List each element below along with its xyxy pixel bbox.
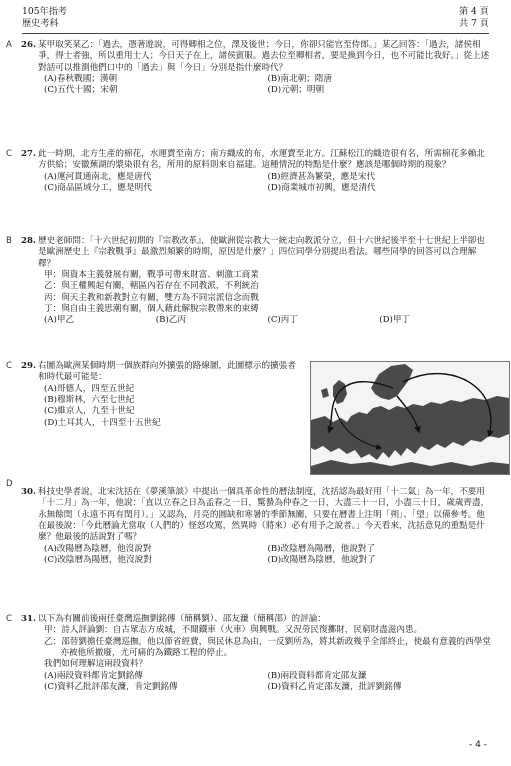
question-prompt: 我們如何理解這兩段資料？	[44, 659, 148, 670]
option-a: (A)兩段資料都肯定劉銘傳	[44, 670, 143, 681]
source-list	[44, 625, 491, 659]
question-stem: 此一時期，北方生產的棉花，水運賣至南方；南方織成的布，水運賣至北方。江蘇松江的織造很有名，所需棉花多賴北方供給；安徽蕪湖的漿染很有名，所用的原料則來自福建。這種情況的特點是什麼？應該是哪個時期的現象？	[38, 149, 485, 171]
option-b: (B)南北朝；隋唐	[267, 74, 333, 85]
header-divider	[22, 33, 489, 34]
question-stem: 某甲取笑某乙：「過去，憑著遊說，可得卿相之位，澤及後世；今日，你卻只能官至侍郎。」某乙回答：「過去，諸侯相爭，得士者強，所以重用士人；今日天子在上，諸侯賓服。過去位至卿相者，要是換到今日，也不可能比我好。」從上述對話可以推測他們口中的「過去」與「今日」分別是指什麼時代？	[38, 40, 490, 73]
europe-expansion-map	[310, 361, 510, 475]
option-a: (A)春秋戰國；漢朝	[44, 74, 118, 85]
question-stem: 歷史老師問：「十六世紀初期的『宗教改革』，使歐洲從宗教大一統走向教派分立，但十六世紀後半至十七世紀上半卻也是歐洲歷史上『宗教戰爭』最激烈頻繁的時期，原因是什麼？」四位同學分別提出看法。哪些同學的回答可以合理解釋？	[38, 236, 485, 269]
land-mass-scandinavia	[371, 364, 413, 400]
option-b: (B)改陰曆為陽曆，他說對了	[267, 543, 376, 554]
answer-mark: C	[6, 361, 13, 371]
answer-mark: A	[6, 40, 12, 50]
options	[44, 671, 491, 694]
statement-ding: 丁：與自由主義思潮有關，個人藉此解脫宗教帶來的束縛	[44, 304, 259, 315]
question-number: 29.	[21, 361, 36, 371]
land-mass-europe	[311, 396, 509, 460]
question-number: 27.	[21, 149, 36, 159]
question-number: 31.	[21, 614, 36, 624]
question-stem: 以下為有關前後兩任臺灣巡撫劉銘傳（簡稱劉）、邵友濂（簡稱邵）的評論：	[38, 614, 326, 624]
land-mass-ireland	[321, 388, 329, 398]
subject-name: 歷史考科	[22, 17, 59, 29]
question-number: 28.	[21, 236, 36, 246]
page-total: 共 7 頁	[458, 17, 489, 29]
option-c: (C)資料乙批評邵友濂，肯定劉銘傳	[44, 682, 178, 693]
option-d: (D)土耳其人，十四至十五世紀	[44, 417, 161, 428]
option-c: (C)丙丁	[267, 315, 298, 326]
option-c: (C)商品區域分工，應是明代	[44, 183, 152, 194]
options	[44, 544, 491, 567]
option-a: (A)甲乙	[44, 315, 75, 326]
header-left	[22, 6, 67, 30]
question-stem: 科技史學者說，北宋沈括在《夢溪筆談》中提出一個具革命性的曆法制度，沈括認為最好用「十二氣」為一年，不要用「十二月」為一年，他說：「直以立春之日為孟春之一日，驚蟄為仲春之一日，大盡三十一日，小盡三十日，歲歲齊盡，永無餘閏（永遠不再有閏月）。」又認為，月亮的圓缺和寒暑的季節無關，只要在曆書上注明「朔」、「望」以備參考。他在最後說：「今此曆論尤當取（人們的）怪怒攻罵，然異時（將來）必有用予之說者。」今天看來，沈括意見的重點是什麼？他最後的話說對了嗎？	[38, 487, 490, 543]
page-number: 第 4 頁	[458, 6, 489, 17]
option-c: (C)五代十國；宋朝	[44, 85, 118, 96]
option-b: (B)經濟甚為繁榮，應是宋代	[267, 171, 376, 182]
option-d: (D)資料乙肯定邵友濂，批評劉銘傳	[267, 682, 402, 693]
question-31	[6, 614, 491, 693]
option-d: (D)元朝；明朝	[267, 85, 325, 96]
options	[44, 315, 491, 326]
statement-jia: 甲：與資本主義發展有關，戰爭可帶來財富、刺激工商業	[44, 270, 259, 281]
exam-year: 105年指考	[22, 6, 68, 17]
statement-yi: 乙：與王權興起有關，轄區內若存在不同教派，不利統治	[44, 281, 259, 292]
source-yi: 乙：邵替劉擔任臺灣巡撫，他以節省經費，與民休息為由，一反劉所為，將其新政幾乎全部終止，使最有意義的西學堂亦被他所撤廢，尤可痛的為鐵路工程的停止。	[44, 636, 491, 659]
answer-mark: C	[6, 149, 13, 159]
option-b: (B)兩段資料都肯定邵友濂	[267, 670, 367, 681]
question-26	[6, 40, 491, 97]
option-b: (B)穆斯林，六至七世紀	[44, 395, 135, 406]
question-28	[6, 236, 491, 327]
question-27	[6, 149, 491, 194]
option-a: (A)改陽曆為陰曆，他沒說對	[44, 543, 152, 554]
page-footer: - 4 -	[469, 740, 487, 751]
question-number: 30.	[21, 487, 36, 497]
answer-mark: D	[6, 479, 13, 489]
options	[44, 172, 491, 195]
option-b: (B)乙丙	[155, 315, 186, 326]
question-stem: 右圖為歐洲某個時期一個族群向外擴張的路線圖，此圖標示的擴張者和時代最可能是：	[38, 361, 296, 383]
option-a: (A)運河貫通南北，應是唐代	[44, 171, 152, 182]
question-number: 26.	[21, 40, 36, 50]
question-30	[6, 479, 491, 566]
option-d: (D)商業城市初興，應是清代	[267, 183, 376, 194]
statement-list	[44, 270, 491, 315]
question-29	[6, 361, 491, 429]
option-a: (A)哥德人，四至五世紀	[44, 383, 135, 394]
option-c: (C)改陰曆為陽曆，他沒說對	[44, 555, 152, 566]
header-right	[459, 6, 489, 30]
answer-mark: B	[6, 236, 12, 246]
answer-mark: C	[6, 614, 13, 624]
statement-bing: 丙：與天主教和新教對立有關，雙方為不同宗派信念而戰	[44, 292, 259, 303]
source-jia: 甲：詩人評論劉：自古眾志方成城，不聞鐵車（火車）與興戰。又況勞民復擲財，民窮財盡滋內患。	[44, 625, 423, 636]
map-figure	[311, 362, 509, 474]
option-d: (D)改陽曆為陰曆，他說對了	[267, 555, 376, 566]
option-c: (C)維京人，九至十世紀	[44, 406, 135, 417]
options	[44, 74, 491, 97]
land-mass-africa	[311, 460, 509, 474]
option-d: (D)甲丁	[379, 315, 411, 326]
